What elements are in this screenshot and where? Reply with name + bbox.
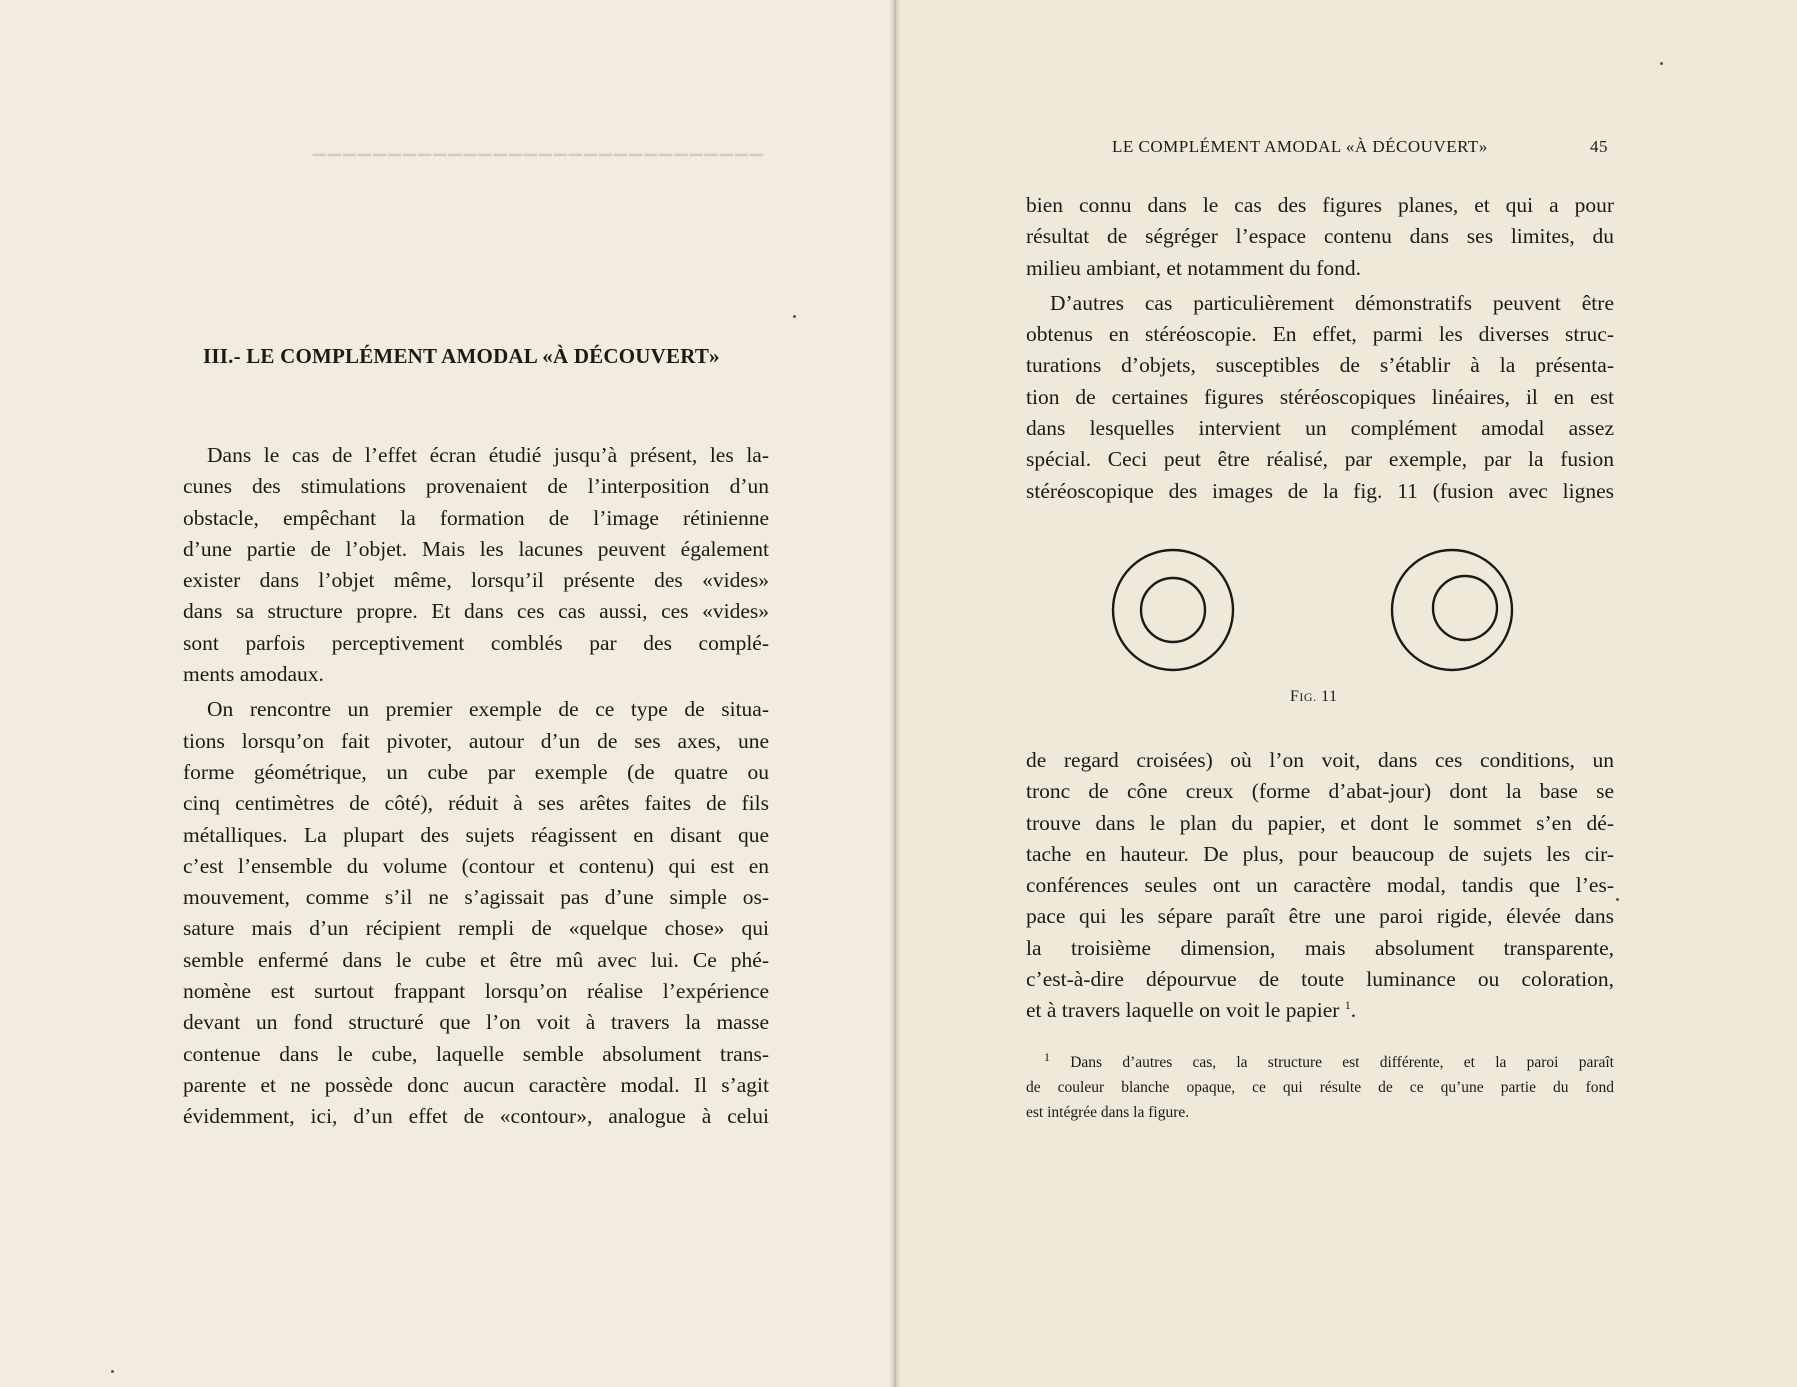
text-line: c’est l’ensemble du volume (contour et contenu) qui est en [183,853,769,878]
paragraph [1026,190,1614,284]
text-line: de regard croisées) où l’on voit, dans ces conditions, un [1026,748,1614,772]
text-line: Dans le cas de l’effet écran étudié jusqu’à présent, les la- [207,443,769,467]
text-line: dans sa structure propre. Et dans ces cas aussi, ces «vides» [183,599,769,624]
text-line: sont parfois perceptivement comblés par des complé- [183,630,769,655]
paper-speck [1660,62,1663,65]
text-line: stéréoscopique des images de la fig. 11 (fusion avec lignes [1026,478,1614,503]
text-line: pace qui les sépare paraît être une paroi rigide, élevée dans [1026,904,1614,929]
text-line: obtenus en stéréoscopie. En effet, parmi les diverses struc- [1026,322,1614,347]
text-line: nomène est surtout frappant lorsqu’on réalise l’expérience [183,979,769,1004]
paragraph [1026,745,1614,1027]
left-page-body [183,440,769,1133]
text-line: parente et ne possède donc aucun caractère modal. Il s’agit [183,1072,769,1097]
text-line: sature mais d’un récipient rempli de «quelque chose» qui [183,916,769,941]
footnote-line [1026,1050,1614,1075]
figure-11-stereo-circles [1105,545,1535,675]
text-line: trouve dans le plan du papier, et dont le sommet s’en dé- [1026,810,1614,835]
footnote-line: est intégrée dans la figure. [1026,1104,1190,1121]
text-line: turations d’objets, susceptibles de s’établir à la présenta- [1026,353,1614,378]
text-line: métalliques. La plupart des sujets réagissent en disant que [183,822,769,847]
footnote-line: de couleur blanche opaque, ce qui résulte de ce qu’une partie du fond [1026,1079,1614,1096]
text-line: On rencontre un premier exemple de ce type de situa- [207,697,769,722]
page-number: 45 [1590,137,1608,156]
text-line: ments amodaux. [183,662,324,687]
text-line: d’une partie de l’objet. Mais les lacunes peuvent également [183,536,769,561]
book-gutter [889,0,901,1387]
bleed-through-header: ▁▁▁▁▁▁▁▁▁▁▁▁▁▁▁▁▁▁▁▁▁▁▁▁▁▁▁▁▁▁ [310,137,763,156]
footnote-marker: 1 [1044,1049,1050,1064]
right-page-top-text [1026,190,1614,507]
paper-speck [793,315,796,318]
caption-prefix: F [1290,688,1300,705]
text-line: tions lorsqu’on fait pivoter, autour d’un de ses axes, une [183,728,769,753]
text-line: tache en hauteur. De plus, pour beaucoup de sujets les cir- [1026,841,1614,866]
text-line: c’est-à-dire dépourvue de toute luminance ou coloration, [1026,967,1614,992]
text-line: forme géométrique, un cube par exemple (de quatre ou [183,759,769,784]
text-line: la troisième dimension, mais absolument transparente, [1026,935,1614,960]
footnote-reference[interactable]: 1 [1344,998,1351,1013]
paper-speck [111,1370,114,1373]
text-line: tronc de cône creux (forme d’abat-jour) dont la base se [1026,779,1614,804]
running-title: LE COMPLÉMENT AMODAL «À DÉCOUVERT» [1112,137,1488,156]
caption-number: 11 [1321,688,1338,705]
last-line-text: et à travers laquelle on voit le papier [1026,998,1340,1023]
text-line: résultat de ségréger l’espace contenu dans ses limites, du [1026,224,1614,249]
left-inner-circle [1141,578,1205,642]
text-line: cunes des stimulations provenaient de l’interposition d’un [183,474,769,499]
paper-speck [1616,898,1619,901]
footnote-text: Dans d’autres cas, la structure est différente, et la paroi paraît [1070,1054,1614,1071]
caption-smallcaps: IG. [1299,690,1317,704]
right-inner-circle [1433,576,1497,640]
text-line: exister dans l’objet même, lorsqu’il présente des «vides» [183,568,769,593]
text-line: mouvement, comme s’il ne s’agissait pas d’une simple os- [183,885,769,910]
text-line: spécial. Ceci peut être réalisé, par exemple, par la fusion [1026,447,1614,472]
text-line: évidemment, ici, d’un effet de «contour», analogue à celui [183,1104,769,1129]
text-line: obstacle, empêchant la formation de l’image rétinienne [183,505,769,530]
text-line: semble enfermé dans le cube et être mû avec lui. Ce phé- [183,947,769,972]
text-line: tion de certaines figures stéréoscopiques linéaires, il en est [1026,384,1614,409]
paragraph [183,440,769,690]
text-line: devant un fond structuré que l’on voit à travers la masse [183,1010,769,1035]
text-line: milieu ambiant, et notamment du fond. [1026,255,1361,280]
paragraph [183,694,769,1132]
figure-caption [1290,688,1337,706]
last-line-punct: . [1350,998,1357,1023]
text-line [1026,995,1614,1026]
text-line: bien connu dans le cas des figures planes, et qui a pour [1026,193,1614,217]
running-header [1112,137,1608,157]
text-line: cinq centimètres de côté), réduit à ses arêtes faites de fils [183,791,769,816]
section-heading: III.- LE COMPLÉMENT AMODAL «À DÉCOUVERT» [203,344,720,368]
left-outer-circle [1113,550,1233,670]
text-line: contenue dans le cube, laquelle semble absolument trans- [183,1041,769,1066]
right-outer-circle [1392,550,1512,670]
footnote [1026,1050,1614,1125]
text-line: dans lesquelles intervient un complément amodal assez [1026,416,1614,441]
text-line: conférences seules ont un caractère modal, tandis que l’es- [1026,873,1614,898]
paragraph [1026,288,1614,507]
right-page-bottom-text [1026,745,1614,1027]
text-line: D’autres cas particulièrement démonstratifs peuvent être [1050,290,1614,315]
